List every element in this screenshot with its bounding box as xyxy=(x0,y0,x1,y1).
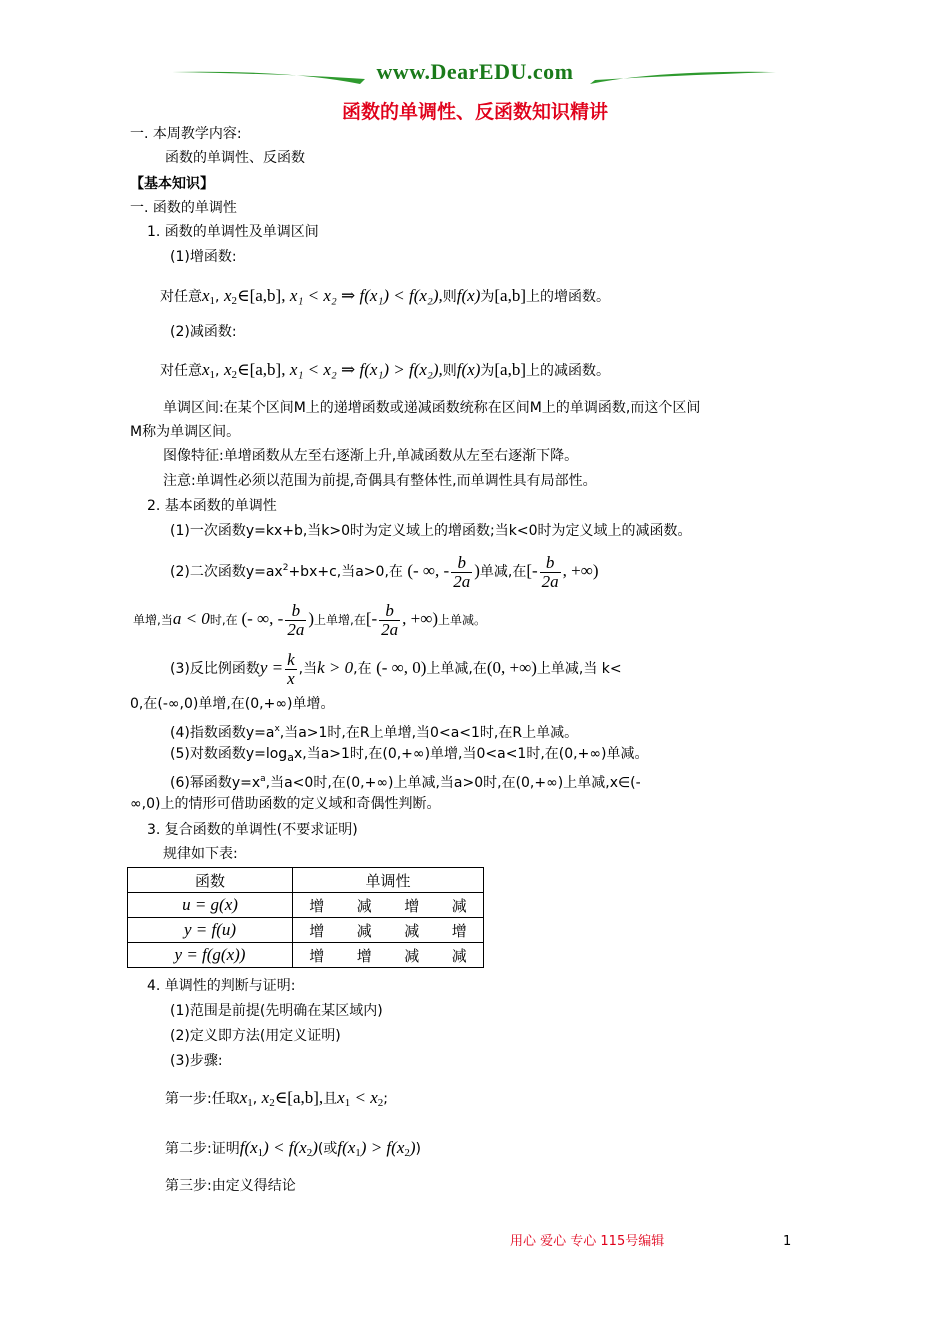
composite-monotonicity-table xyxy=(127,867,484,968)
table-row xyxy=(128,943,484,968)
s3-heading: 3. 复合函数的单调性(不要求证明) xyxy=(147,822,358,838)
table-intro: 规律如下表: xyxy=(163,846,238,862)
table-cell: 减 xyxy=(435,893,483,918)
table-row xyxy=(128,918,484,943)
table-cell: 增 xyxy=(293,893,341,918)
s4-point2: (2)定义即方法(用定义证明) xyxy=(170,1028,341,1044)
footer-text: 用心 爱心 专心 115号编辑 xyxy=(510,1234,665,1249)
table-header-function: 函数 xyxy=(128,868,293,893)
step3: 第三步:由定义得结论 xyxy=(165,1178,296,1194)
table-cell: 增 xyxy=(293,943,341,968)
table-cell-function: y = f(u) xyxy=(128,918,293,943)
s4-point3: (3)步骤: xyxy=(170,1053,223,1069)
quadratic-line2: 单增,当a < 0时,在 (- ∞, - $\frac{b}{2a}$ )上单增,在[- $\frac{b}{2a}$ , +∞)上单减。 xyxy=(133,601,487,639)
site-logo: www.DearEDU.com xyxy=(376,59,574,84)
table-row xyxy=(128,893,484,918)
s4-point1: (1)范围是前提(先明确在某区域内) xyxy=(170,1003,383,1019)
dec-label: (2)减函数: xyxy=(170,324,237,340)
s4-heading: 4. 单调性的判断与证明: xyxy=(147,978,296,994)
interval-def-line2: M称为单调区间。 xyxy=(130,424,241,440)
table-cell: 增 xyxy=(388,893,435,918)
page-number: 1 xyxy=(783,1234,792,1249)
s1-heading: 1. 函数的单调性及单调区间 xyxy=(147,224,319,240)
intro-content: 函数的单调性、反函数 xyxy=(165,150,305,166)
inc-definition: 对任意$x_1$, $x_2\in[a,b]$, x₁ < x₂ ⇒ f(x₁) < f(x₂),则f(x)为[a,b]上的增函数。 xyxy=(160,286,610,307)
table-cell: 增 xyxy=(293,918,341,943)
dec-definition: 对任意$x_1$, $x_2\in[a,b]$, x₁ < x₂ ⇒ f(x₁) > f(x₂),则f(x)为[a,b]上的减函数。 xyxy=(160,360,610,381)
table-cell-function: u = g(x) xyxy=(128,893,293,918)
inc-label: (1)增函数: xyxy=(170,249,237,265)
table-cell: 减 xyxy=(435,943,483,968)
table-cell: 增 xyxy=(341,943,388,968)
page-title: 函数的单调性、反函数知识精讲 xyxy=(341,101,608,123)
power-function-line1: (6)幂函数$y=x^a$,当a<0时,在(0,+∞)上单减,当a>0时,在(0,+∞)上单减,x∈(- xyxy=(170,774,641,791)
step2: 第二步:证明$f(x_1) < f(x_2)$(或$f(x_1) > f(x_2)$) xyxy=(165,1138,421,1159)
power-function-line2: ∞,0)上的情形可借助函数的定义域和奇偶性判断。 xyxy=(130,796,441,812)
section1-heading: 一. 函数的单调性 xyxy=(130,200,237,216)
note: 注意:单调性必须以范围为前提,奇偶具有整体性,而单调性具有局部性。 xyxy=(163,473,597,489)
table-cell: 减 xyxy=(388,943,435,968)
inverse-proportion-line2: 0,在(-∞,0)单增,在(0,+∞)单增。 xyxy=(130,696,335,712)
table-header-monotonicity: 单调性 xyxy=(293,868,484,893)
table-cell-function: y = f(g(x)) xyxy=(128,943,293,968)
table-cell: 减 xyxy=(388,918,435,943)
linear-function: (1)一次函数y=kx+b,当k>0时为定义域上的增函数;当k<0时为定义域上的减函数。 xyxy=(170,523,692,539)
interval-def-line1: 单调区间:在某个区间M上的递增函数或递减函数统称在区间M上的单调函数,而这个区间 xyxy=(163,400,701,416)
intro-heading: 一. 本周教学内容: xyxy=(130,126,242,142)
table-cell: 增 xyxy=(435,918,483,943)
logarithmic-function: (5)对数函数$y=\log_ax$,当a>1时,在(0,+∞)单增,当0<a<1时,在(0,+∞)单减。 xyxy=(170,746,649,764)
inverse-proportion-line1: (3)反比例函数y = $\frac{k}{x}$ ,当k > 0,在 (- ∞, 0)上单减,在(0, +∞)上单减,当 k< xyxy=(170,649,622,688)
step1: 第一步:任取$x_1$, $x_2\in[a,b]$,且$x_1 < x_2$; xyxy=(165,1088,388,1109)
basic-knowledge-label: 【基本知识】 xyxy=(130,176,214,192)
image-feature: 图像特征:单增函数从左至右逐渐上升,单减函数从左至右逐渐下降。 xyxy=(163,448,579,464)
table-cell: 减 xyxy=(341,893,388,918)
exponential-function: (4)指数函数$y=a^x$,当a>1时,在R上单增,当0<a<1时,在R上单减。 xyxy=(170,724,579,741)
table-cell: 减 xyxy=(341,918,388,943)
s2-heading: 2. 基本函数的单调性 xyxy=(147,498,277,514)
quadratic-line1: (2)二次函数$y=ax^2+bx+c$,当a>0,在 (- ∞, - $\frac{b}{2a}$ )单减,在[- $\frac{b}{2a}$ , +∞) xyxy=(170,552,599,591)
table-header-row xyxy=(128,868,484,893)
